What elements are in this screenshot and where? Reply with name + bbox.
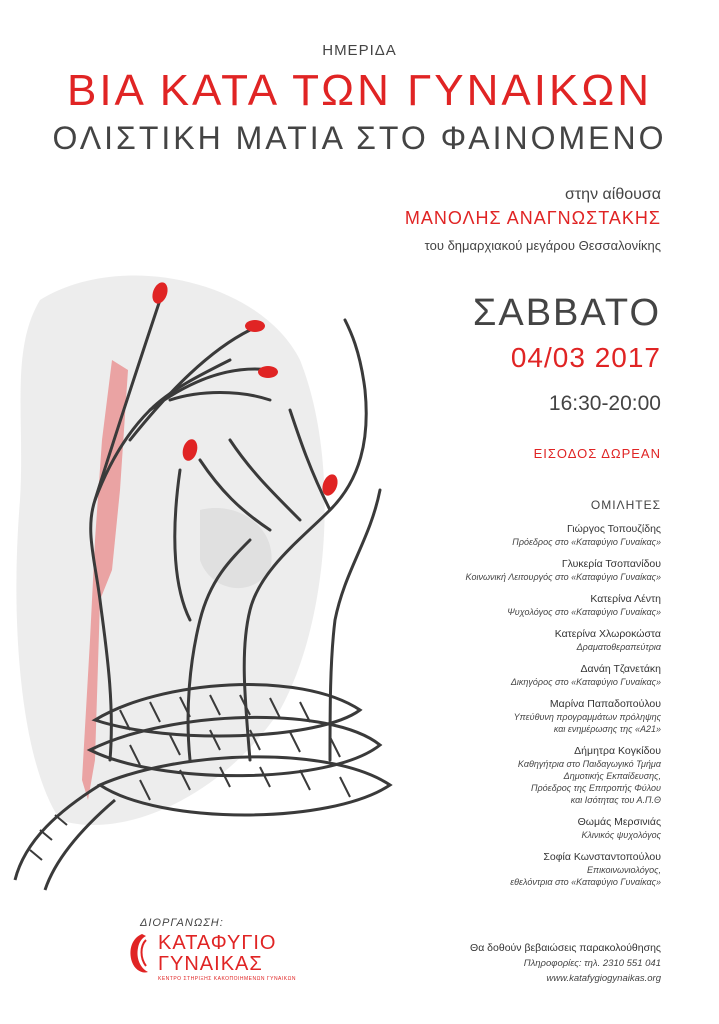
speaker-name: Δήμητρα Κογκίδου	[574, 745, 661, 757]
nail-3	[258, 366, 278, 378]
venue-location: του δημαρχιακού μεγάρου Θεσσαλονίκης	[424, 238, 661, 253]
speaker-item	[361, 815, 661, 841]
speaker-item	[361, 697, 661, 735]
speaker-role: Επικοινωνιολόγος, εθελόντρια στο «Καταφύγιο Γυναίκας»	[510, 865, 661, 887]
speaker-role: Δραματοθεραπεύτρια	[576, 642, 661, 652]
event-date: 04/03 2017	[510, 342, 661, 373]
organizer-label: ΔΙΟΡΓΑΝΩΣΗ:	[140, 917, 224, 929]
venue-intro: στην αίθουσα	[564, 186, 661, 203]
speaker-name: Κατερίνα Χλωροκώστα	[554, 628, 661, 640]
speaker-item	[361, 557, 661, 583]
speaker-name: Κατερίνα Λέντη	[590, 593, 661, 605]
speaker-item	[361, 662, 661, 688]
nail-2	[245, 320, 265, 332]
speaker-name: Γιώργος Τοπουζίδης	[566, 523, 661, 535]
speaker-role: Κοινωνική Λειτουργός στο «Καταφύγιο Γυναίκας»	[465, 572, 661, 582]
speaker-item	[361, 592, 661, 618]
organizer-logo-icon	[126, 930, 156, 976]
website-link[interactable]: www.katafygiogynaikas.org	[546, 973, 661, 984]
organizer-name-line1: ΚΑΤΑΦΥΓΙΟ	[158, 932, 277, 954]
speaker-name: Σοφία Κωνσταντοπούλου	[543, 851, 661, 863]
speakers-heading: ΟΜΙΛΗΤΕΣ	[590, 498, 661, 512]
speaker-name: Θωμάς Μερσινιάς	[577, 816, 661, 828]
speaker-role: Καθηγήτρια στο Παιδαγωγικό Τμήμα Δημοτικής Εκπαίδευσης, Πρόεδρος της Επιτροπής Φύλου και Ισότητας του Α.Π.Θ	[517, 759, 661, 805]
contact-phone: Πληροφορίες: τηλ. 2310 551 041	[523, 958, 661, 969]
venue-name: ΜΑΝΟΛΗΣ ΑΝΑΓΝΩΣΤΑΚΗΣ	[404, 208, 661, 228]
event-time: 16:30-20:00	[548, 392, 661, 415]
event-weekday: ΣΑΒΒΑΤΟ	[472, 292, 661, 334]
speaker-item	[361, 522, 661, 548]
speaker-role: Υπεύθυνη προγραμμάτων πρόληψης και ενημέρωσης της «Α21»	[513, 712, 661, 734]
watercolor-gray-wash	[16, 276, 324, 825]
speaker-role: Πρόεδρος στο «Καταφύγιο Γυναίκας»	[512, 537, 661, 547]
speaker-role: Κλινικός ψυχολόγος	[581, 830, 661, 840]
free-entry-label: ΕΙΣΟΔΟΣ ΔΩΡΕΑΝ	[533, 446, 661, 461]
event-type-label: ΗΜΕΡΙΔΑ	[322, 42, 397, 59]
page-title: ΒΙΑ ΚΑΤΑ ΤΩΝ ΓΥΝΑΙΚΩΝ	[66, 66, 653, 115]
speaker-name: Μαρίνα Παπαδοπούλου	[549, 698, 661, 710]
certificates-note: Θα δοθούν βεβαιώσεις παρακολούθησης	[470, 942, 661, 954]
speaker-name: Γλυκερία Τσοπανίδου	[561, 558, 661, 570]
organizer-tagline: ΚΕΝΤΡΟ ΣΤΗΡΙΞΗΣ ΚΑΚΟΠΟΙΗΜΕΝΩΝ ΓΥΝΑΙΚΩΝ	[158, 976, 296, 982]
speaker-item	[361, 627, 661, 653]
speaker-item	[361, 744, 661, 806]
speaker-name: Δανάη Τζανετάκη	[580, 663, 661, 675]
organizer-name-line2: ΓΥΝΑΙΚΑΣ	[158, 953, 263, 975]
page-subtitle: ΟΛΙΣΤΙΚΗ ΜΑΤΙΑ ΣΤΟ ΦΑΙΝΟΜΕΝΟ	[52, 120, 667, 156]
speaker-role: Ψυχολόγος στο «Καταφύγιο Γυναίκας»	[507, 607, 661, 617]
speaker-role: Δικηγόρος στο «Καταφύγιο Γυναίκας»	[510, 677, 661, 687]
speaker-item	[361, 850, 661, 888]
speakers-list	[361, 522, 661, 888]
